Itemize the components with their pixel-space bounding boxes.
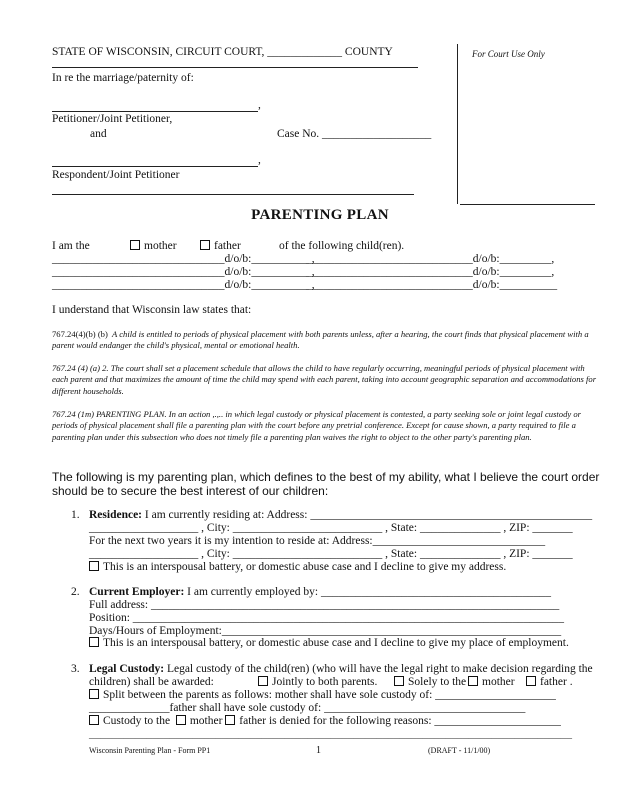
custody-split-checkbox[interactable] [89, 689, 99, 699]
child-row-2-left[interactable]: ______________________________d/o/b:__________ , [52, 266, 315, 278]
residence-line-1[interactable]: Residence: I am currently residing at: Address: _________________________________________________ [89, 509, 593, 521]
custody-heading: Legal Custody: [89, 663, 165, 675]
law-paragraph-1 [52, 329, 598, 352]
custody-denied-checkbox[interactable] [89, 715, 99, 725]
footer-form-label: Wisconsin Parenting Plan - Form PP1 [89, 746, 211, 755]
father-checkbox[interactable] [200, 240, 210, 250]
custody-solely-mother-option[interactable]: mother [468, 676, 515, 688]
law-code-1: 767.24(4)(b) (b) [52, 329, 108, 339]
section-2-number: 2. [71, 586, 80, 598]
mother-option[interactable]: mother [130, 240, 177, 252]
custody-line-1: Legal Custody: Legal custody of the child(ren) (who will have the legal right to make decision regarding the [89, 663, 593, 675]
court-use-divider [457, 44, 458, 204]
custody-solely-mother-checkbox[interactable] [468, 676, 478, 686]
page-title: PARENTING PLAN [251, 207, 389, 223]
custody-solely-checkbox[interactable] [394, 676, 404, 686]
custody-reasons-line[interactable]: ____________________________________________________________________________________ [89, 728, 572, 740]
respondent-comma: , [258, 154, 261, 166]
custody-denied-option[interactable]: Custody to the mother father is denied for the following reasons: ______________________ [89, 715, 561, 727]
child-row-3-left[interactable]: ______________________________d/o/b:__________ , [52, 279, 315, 291]
petitioner-comma: , [258, 99, 261, 111]
law-intro: I understand that Wisconsin law states that: [52, 304, 252, 316]
petitioner-label: Petitioner/Joint Petitioner, [52, 113, 173, 125]
respondent-name-field[interactable] [52, 166, 258, 167]
plan-intro: The following is my parenting plan, which defines to the best of my ability, what I believe the court order should be to secure the best interest of our children: [52, 470, 600, 498]
custody-father-sole-line[interactable]: ______________father shall have sole custody of: ___________________________________ [89, 702, 526, 714]
employer-decline-option[interactable]: This is an interspousal battery, or domestic abuse case and I decline to give my place of employment. [89, 637, 569, 649]
custody-denied-father-checkbox[interactable] [225, 715, 235, 725]
custody-solely-father-checkbox[interactable] [526, 676, 536, 686]
court-header: STATE OF WISCONSIN, CIRCUIT COURT, _____________ COUNTY [52, 46, 393, 58]
header-divider [52, 67, 418, 68]
employer-decline-checkbox[interactable] [89, 637, 99, 647]
employer-days-hours[interactable]: Days/Hours of Employment:___________________________________________________________ [89, 625, 562, 637]
child-row-1-right[interactable]: _____________________________d/o/b:_________, [306, 253, 555, 265]
mother-checkbox[interactable] [130, 240, 140, 250]
and-label: and [90, 128, 107, 140]
child-row-1-left[interactable]: ______________________________d/o/b:__________ , [52, 253, 315, 265]
i-am-label: I am the [52, 240, 90, 252]
residence-heading: Residence: [89, 509, 143, 521]
residence-line-4[interactable]: ___________________ , City: __________________________ , State: ______________ , ZIP: _______ [89, 548, 573, 560]
court-use-label: For Court Use Only [472, 49, 545, 59]
law-text-1: A child is entitled to periods of physical placement with both parents unless, after a hearing, the court finds that physical placement with a parent would endanger the child's physical, mental or emotional health. [52, 329, 589, 351]
footer-draft-label: (DRAFT - 11/1/00) [428, 746, 491, 755]
employer-heading: Current Employer: [89, 586, 185, 598]
law-paragraph-3: 767.24 (1m) PARENTING PLAN. In an action ,.,.. in which legal custody or physical placement is contested, a party seeking sole or joint legal custody or periods of physical placement shall file a parenting plan with the court before any pretrial conference. Except for cause shown, a party required to file a parenting plan under this subsection who does not timely file a parenting plan waives the right to object to the other party's parenting plan. [52, 409, 582, 442]
custody-jointly-checkbox[interactable] [258, 676, 268, 686]
employer-full-address[interactable]: Full address: _______________________________________________________________________ [89, 599, 560, 611]
court-use-line [460, 204, 595, 205]
custody-solely-father-option[interactable]: father . [526, 676, 573, 688]
section-1-number: 1. [71, 509, 80, 521]
caption-divider [52, 194, 414, 195]
custody-solely-option[interactable]: Solely to the [394, 676, 466, 688]
employer-position[interactable]: Position: ___________________________________________________________________________ [89, 612, 565, 624]
petitioner-name-field[interactable] [52, 111, 258, 112]
children-label: of the following child(ren). [279, 240, 405, 252]
custody-line-2: children) shall be awarded: [89, 676, 214, 688]
child-row-3-right[interactable]: _____________________________d/o/b:__________ [306, 279, 558, 291]
residence-decline-checkbox[interactable] [89, 561, 99, 571]
footer-page-number: 1 [316, 745, 321, 756]
custody-split-option[interactable]: Split between the parents as follows: mother shall have sole custody of: _____________________ [89, 689, 556, 701]
child-row-2-right[interactable]: _____________________________d/o/b:_________, [306, 266, 555, 278]
residence-line-2[interactable]: ___________________ , City: __________________________ , State: ______________ , ZIP: _______ [89, 522, 573, 534]
case-number-field[interactable]: Case No. ___________________ [277, 128, 432, 140]
father-option[interactable]: father [200, 240, 241, 252]
section-3-number: 3. [71, 663, 80, 675]
custody-denied-mother-checkbox[interactable] [176, 715, 186, 725]
residence-decline-option[interactable]: This is an interspousal battery, or domestic abuse case and I decline to give my address. [89, 561, 506, 573]
employer-line-1[interactable]: Current Employer: I am currently employed by: ________________________________________ [89, 586, 551, 598]
in-re-label: In re the marriage/paternity of: [52, 72, 194, 84]
law-paragraph-2: 767.24 (4) (a) 2. The court shall set a placement schedule that allows the child to have regularly occurring, meaningful periods of physical placement with each parent and that maximizes the amount of time the child may spend with each parent, taking into account geographic separation and accommodations for different households. [52, 363, 597, 396]
residence-line-3[interactable]: For the next two years it is my intention to reside at: Address:______________________________ [89, 535, 546, 547]
respondent-label: Respondent/Joint Petitioner [52, 169, 180, 181]
custody-jointly-option[interactable]: Jointly to both parents. [258, 676, 377, 688]
